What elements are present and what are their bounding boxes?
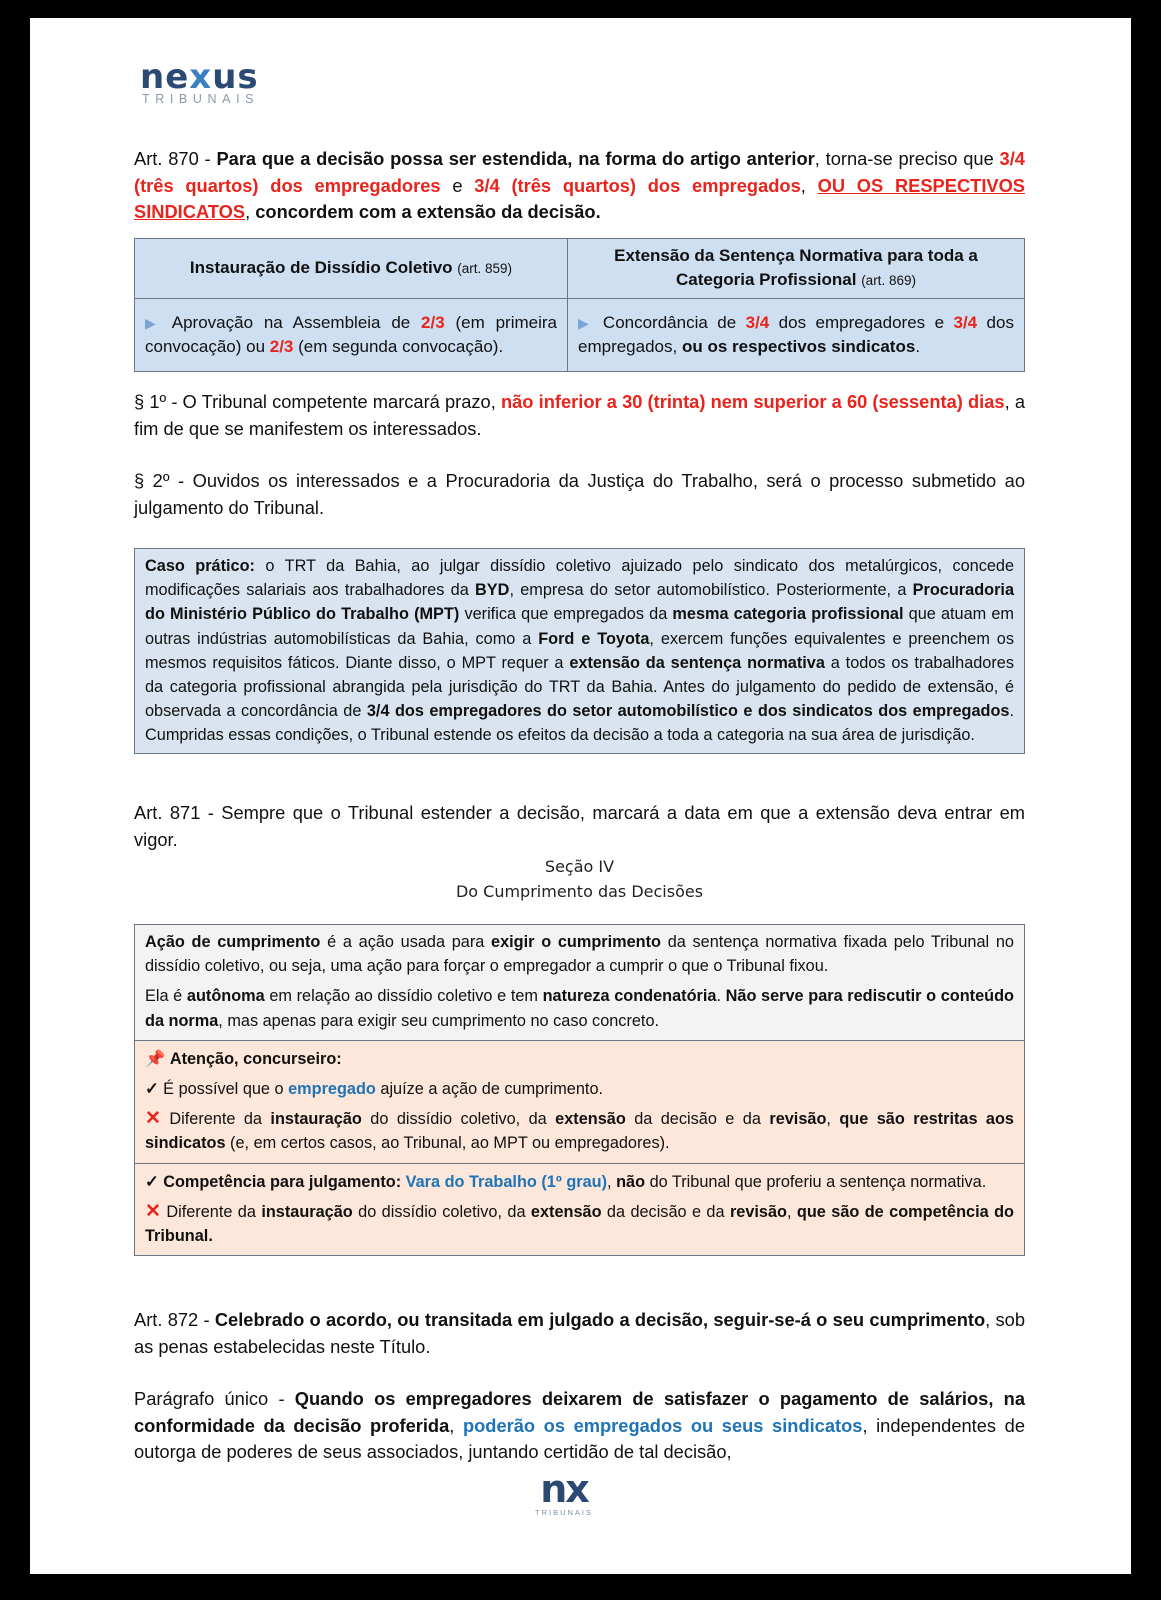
triangle-bullet-icon: ▶ [578,315,594,331]
art-872: Art. 872 - Celebrado o acordo, ou transitada em julgado a decisão, seguir-se-á o seu cumprimento, sob as penas estabelecidas neste Título. [134,1309,1025,1357]
check-icon: ✓ [145,1172,159,1191]
case-box: Caso prático: o TRT da Bahia, ao julgar dissídio coletivo ajuizado pelo sindicato dos metalúrgicos, concede modificações salariais aos trabalhadores da BYD, empresa do setor automobilístico. Posteriormente, a Procuradoria do Ministério Público do Trabalho (MPT) verifica que empregados da mesma categoria profissional que atuam em outras indústrias automobilísticas da Bahia, como a Ford e Toyota, exercem funções equivalentes e preenchem os mesmos requisitos fáticos. Diante disso, o MPT requer a extensão da sentença normativa a todos os trabalhadores da categoria profissional abrangida pela jurisdição do TRT da Bahia. Antes do julgamento do pedido de extensão, é observada a concordância de 3/4 dos empregadores do setor automobilístico e dos sindicatos dos empregados. Cumpridas essas condições, o Tribunal estende os efeitos da decisão a toda a categoria na sua área de jurisdição. [134,548,1025,754]
art-870: Art. 870 - Para que a decisão possa ser estendida, na forma do artigo anterior, torna-se preciso que 3/4 (três quartos) dos empregadores e 3/4 (três quartos) dos empregados, OU OS RESPECTIVOS SINDICATOS, concordem com a extensão da decisão. [134,148,1026,222]
cumprimento-box [134,924,1025,1256]
section-heading [134,854,1025,904]
table-header-extensao: Extensão da Sentença Normativa para toda a Categoria Profissional (art. 869) [568,239,1025,299]
check-icon: ✓ [145,1080,159,1099]
section-title: Seção IV [544,857,615,876]
logo-us: us [212,57,259,97]
art-871: Art. 871 - Sempre que o Tribunal estender a decisão, marcará a data em que a extensão deva entrar em vigor. [134,802,1025,850]
logo-ne: ne [140,57,190,97]
cross-icon: ✕ [145,1200,161,1222]
definition-block: Ação de cumprimento é a ação usada para exigir o cumprimento da sentença normativa fixada pelo Tribunal no dissídio coletivo, ou seja, uma ação para forçar o empregador a cumprir o que o Tribunal fixou. Ela é autônoma em relação ao dissídio coletivo e tem natureza condenatória. Não serve para rediscutir o conteúdo da norma, mas apenas para exigir seu cumprimento no caso concreto. [135,925,1024,1040]
logo-subtitle: TRIBUNAIS [142,92,260,106]
cross-icon: ✕ [145,1108,161,1130]
nexus-logo [140,57,260,106]
paragraph-1: § 1º - O Tribunal competente marcará prazo, não inferior a 30 (trinta) nem superior a 60 (sessenta) dias, a fim de que se manifestem os interessados. [134,391,1026,439]
comparison-table [134,238,1025,372]
footer-logo: nx TRIBUNAIS [535,1467,594,1517]
table-header-instauracao: Instauração de Dissídio Coletivo (art. 859) [135,239,568,299]
attention-block: 📌 Atenção, concurseiro: ✓ É possível que o empregado ajuíze a ação de cumprimento. ✕ Diferente da instauração do dissídio coletivo, da extensão da decisão e da revisão, que são restritas aos sindicatos (e, em certos casos, ao Tribunal, ao MPT ou empregadores). [135,1040,1024,1163]
table-cell-instauracao: ▶ Aprovação na Assembleia de 2/3 (em primeira convocação) ou 2/3 (em segunda convocação). [135,299,568,372]
section-subtitle: Do Cumprimento das Decisões [455,882,704,901]
triangle-bullet-icon: ▶ [145,315,162,331]
competence-block: ✓ Competência para julgamento: Vara do Trabalho (1º grau), não do Tribunal que proferiu a sentença normativa. ✕ Diferente da instauração do dissídio coletivo, da extensão da decisão e da revisão, que são de competência do Tribunal. [135,1163,1024,1256]
paragrafo-unico: Parágrafo único - Quando os empregadores deixarem de satisfazer o pagamento de salários, na conformidade da decisão proferida, poderão os empregados ou seus sindicatos, independentes de outorga de poderes de seus associados, juntando certidão de tal decisão, [134,1388,1025,1462]
logo-x: x [189,57,213,97]
document-page [30,18,1131,1574]
pushpin-icon: 📌 [145,1049,166,1068]
paragraph-2: § 2º - Ouvidos os interessados e a Procuradoria da Justiça do Trabalho, será o processo submetido ao julgamento do Tribunal. [134,470,1025,518]
table-cell-extensao: ▶ Concordância de 3/4 dos empregadores e 3/4 dos empregados, ou os respectivos sindicatos. [568,299,1025,372]
